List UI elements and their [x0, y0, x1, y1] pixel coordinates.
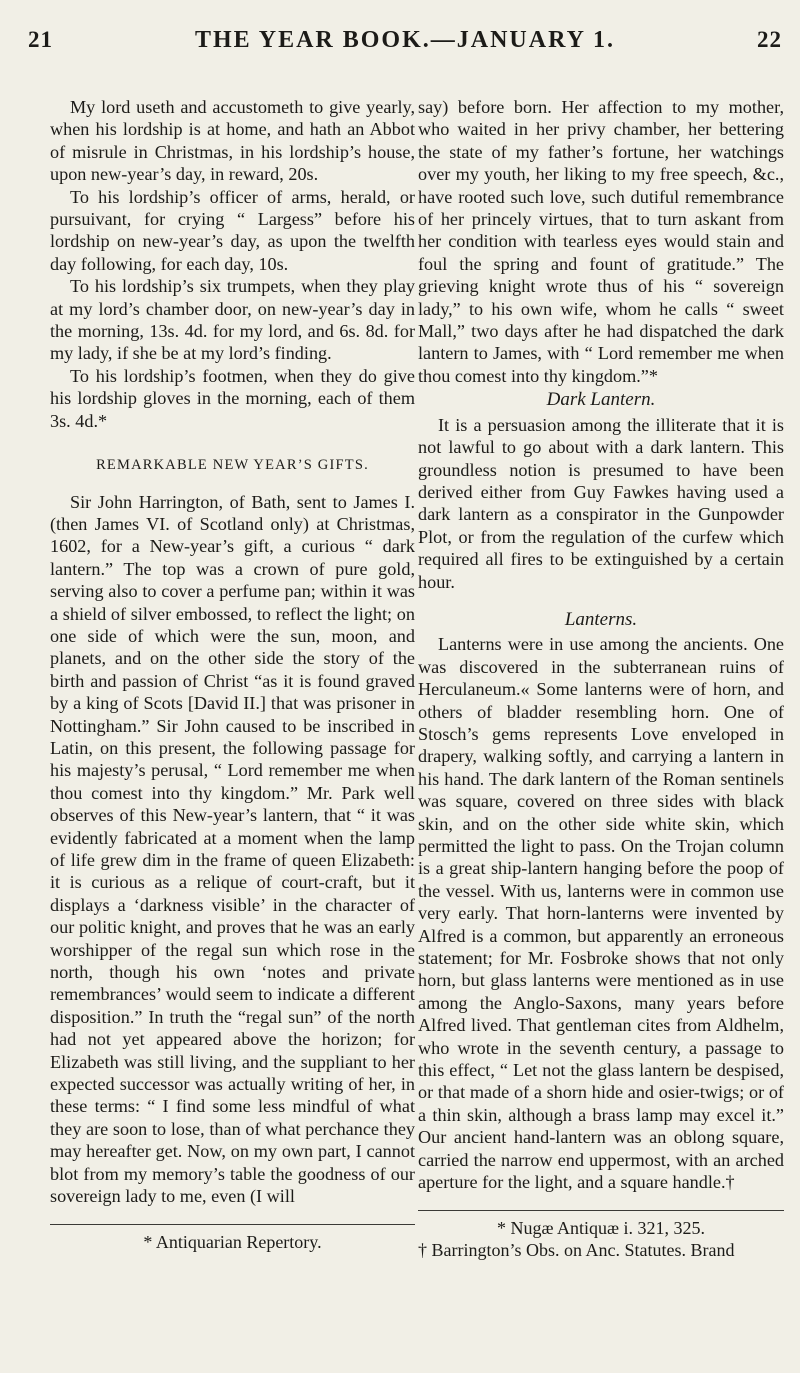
left-column [50, 96, 415, 1253]
footnote-rule [50, 1224, 415, 1225]
paragraph: It is a persuasion among the illiterate that it is not lawful to go about with a dark lantern. This groundless notion is presumed to have been derived either from Guy Fawkes having used a dark lantern as a conspirator in the Gunpowder Plot, or from the regulation of the curfew which required all fires to be extinguished by a certain hour. [418, 414, 784, 592]
right-page-number: 22 [756, 27, 782, 52]
running-header [28, 14, 782, 66]
footnote: * Antiquarian Repertory. [143, 1231, 322, 1252]
paragraph: Lanterns were in use among the ancients. One was discovered in the subterranean ruins of Herculaneum.« Some lanterns were of horn, and others of bladder resembling horn. One of Stosch’s gems represents Love enveloped in drapery, walking softly, and carrying a lantern in his hand. The dark lantern of the Roman sentinels was square, covered on three sides with black skin, and on the other side white skin, which permitted the light to pass. On the Trojan column is a great ship-lantern hanging before the poop of the vessel. With us, lanterns were in common use very early. That horn-lanterns were invented by Alfred is a common, but apparently an erroneous statement; for Mr. Fosbroke shows that not only horn, but glass lanterns were mentioned as in use among the Anglo-Saxons, many years before Alfred lived. That gentleman cites from Aldhelm, who wrote in the seventh century, a passage to this effect, “ Let not the glass lantern be despised, or that made of a shorn hide and osier-twigs; or of a thin skin, although a brass lamp may excel it.” Our ancient hand-lantern was an oblong square, carried the narrow end uppermost, with an arched aperture for the light, and a square handle.† [418, 634, 784, 1193]
section-heading: REMARKABLE NEW YEAR’S GIFTS. [96, 457, 369, 474]
footnote: * Nugæ Antiquæ i. 321, 325. [496, 1217, 706, 1238]
section-heading: Dark Lantern. [546, 389, 656, 411]
paragraph: To his lordship’s officer of arms, herald, or pursuivant, for crying “ Largess” before his lordship on new-year’s day, as upon the twelfth day following, for each day, 10s. [50, 186, 415, 274]
right-column [418, 96, 784, 1261]
running-title: THE YEAR BOOK.—JANUARY 1. [194, 26, 616, 53]
paragraph: To his lordship’s footmen, when they do give his lordship gloves in the morning, each of them 3s. 4d.* [50, 365, 415, 431]
paragraph: Sir John Harrington, of Bath, sent to James I. (then James VI. of Scotland only) at Christmas, 1602, for a New-year’s gift, a curious “ dark lantern.” The top was a crown of pure gold, serving also to cover a perfume pan; within it was a shield of silver embossed, to reflect the light; on one side of which were the sun, moon, and planets, and on the other side the story of the birth and passion of Christ “as it is found graved by a king of Scots [David II.] that was prisoner in Nottingham.” Sir John caused to be inscribed in Latin, on this present, the following passage for his majesty’s perusal, “ Lord remember me when thou comest into thy kingdom.” Mr. Park well observes of this New-year’s lantern, that “ it was evidently fabricated at a moment when the lamp of life grew dim in the frame of queen Elizabeth: it is curious as a relique of court-craft, but it displays a ‘darkness visible’ in the character of our politic knight, and proves that he was an early worshipper of the regal sun which rose in the north, though his own ‘notes and private remembrances’ would seem to indicate a different disposition.” In truth the “regal sun” of the north had not yet appeared above the horizon; for Elizabeth was still living, and the suppliant to her expected successor was actually writing of her, in these terms: “ I find some less mindful of what they are soon to lose, than of what perchance they may hereafter get. Now, on my own part, I cannot blot from my memory’s table the goodness of our sovereign lady to me, even (I will [50, 491, 415, 1207]
left-page-number: 21 [28, 27, 53, 52]
paragraph: say) before born. Her affection to my mother, who waited in her privy chamber, her bettering the state of my father’s fortune, her watchings over my youth, her liking to my free speech, &c., have rooted such love, such dutiful remembrance of her princely virtues, that to turn askant from her condition with tearless eyes would stain and foul the spring and fount of gratitude.” The grieving knight wrote thus of his “ sovereign lady,” to his own wife, whom he calls “ sweet Mall,” two days after he had dispatched the dark lantern to James, with “ Lord remember me when thou comest into thy kingdom.”* [418, 97, 784, 386]
section-heading: Lanterns. [564, 608, 638, 630]
footnote-rule [418, 1210, 784, 1211]
paragraph: My lord useth and accustometh to give yearly, when his lordship is at home, and hath an Abbot of misrule in Christmas, in his lordship’s house, upon new-year’s day, in reward, 20s. [50, 97, 415, 185]
footnote: † Barrington’s Obs. on Anc. Statutes. Brand [418, 1239, 735, 1260]
paragraph: To his lordship’s six trumpets, when they play at my lord’s chamber door, on new-year’s day in the morning, 13s. 4d. for my lord, and 6s. 8d. for my lady, if she be at my lord’s finding. [50, 276, 415, 364]
